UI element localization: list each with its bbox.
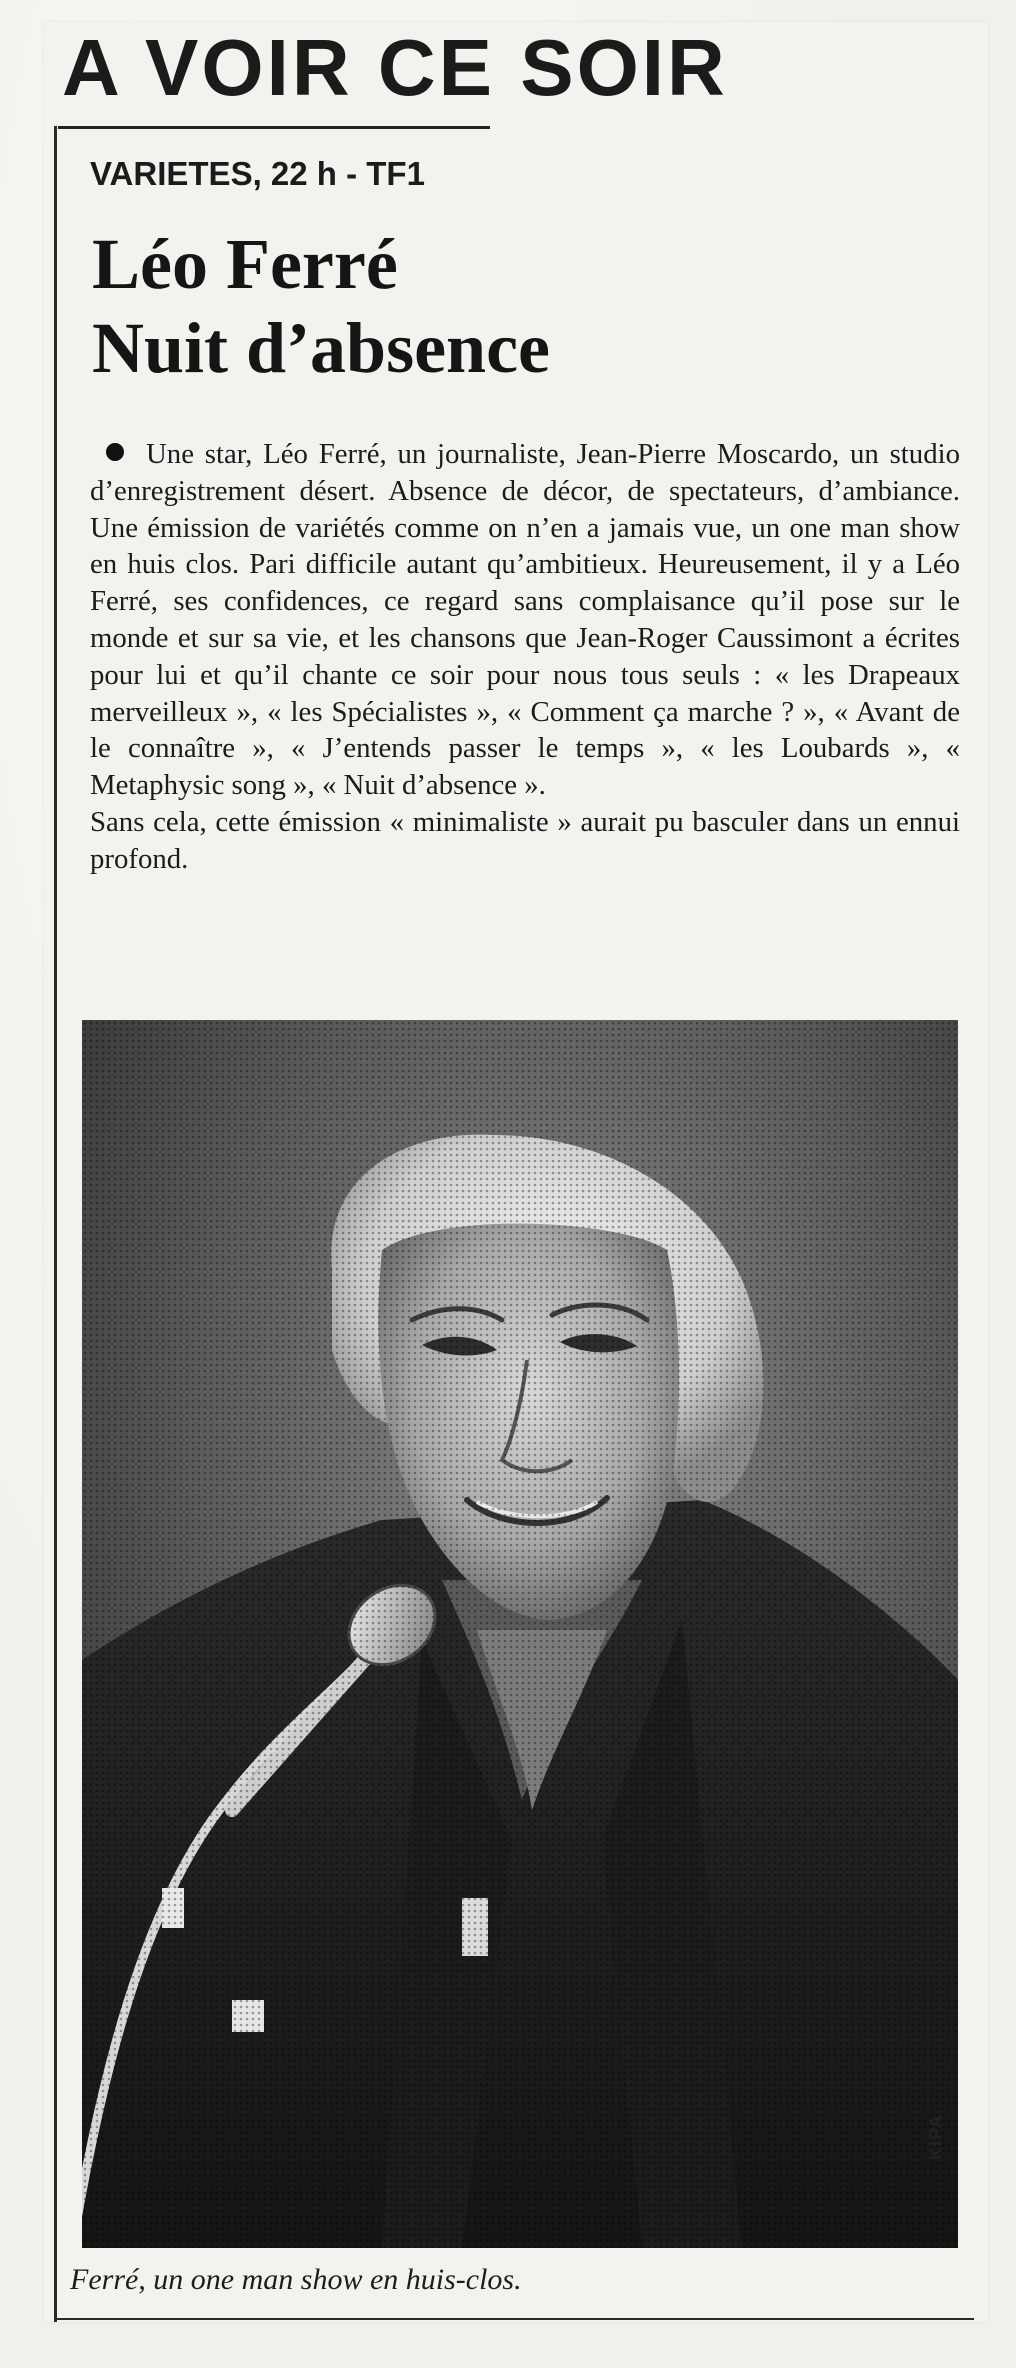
bullet-icon <box>106 443 124 461</box>
photo-credit: KIPA <box>926 2114 946 2160</box>
headline <box>92 222 550 390</box>
frame-bottom-rule <box>54 2318 974 2320</box>
photo-caption: Ferré, un one man show en huis-clos. <box>70 2263 522 2296</box>
portrait-illustration <box>82 1020 958 2248</box>
section-rubric: A VOIR CE SOIR <box>62 23 728 112</box>
article-paragraph-1 <box>90 436 960 804</box>
rubric-rule <box>58 126 490 129</box>
frame-left-rule <box>54 126 57 2322</box>
headline-line-2: Nuit d’absence <box>92 308 551 388</box>
article-body <box>90 436 960 878</box>
article-paragraph-2: Sans cela, cette émission « minimaliste » aurait pu basculer dans un ennui profond. <box>90 805 960 875</box>
article-paragraph-1-text: Une star, Léo Ferré, un journaliste, Jean-Pierre Moscardo, un studio d’enregistrement désert. Absence de décor, de spectateurs, d’ambiance. Une émission de variétés comme on n’en a jamais vue, un one man show en huis clos. Pari difficile autant qu’ambitieux. Heureusement, il y a Léo Ferré, ses confidences, ce regard sans complaisance qu’il pose sur le monde et sur sa vie, et les chansons que Jean-Roger Caussimont a écrites pour lui et qu’il chante ce soir pour nous tous seuls : « les Drapeaux merveilleux », « les Spécialistes », « Comment ça marche ? », « Avant de le connaître », « J’entends passer le temps », « les Loubards », « Metaphysic song », « Nuit d’absence ». <box>90 438 960 802</box>
headline-line-1: Léo Ferré <box>92 224 398 304</box>
program-kicker: VARIETES, 22 h - TF1 <box>90 155 425 192</box>
portrait-photo <box>82 1020 958 2248</box>
